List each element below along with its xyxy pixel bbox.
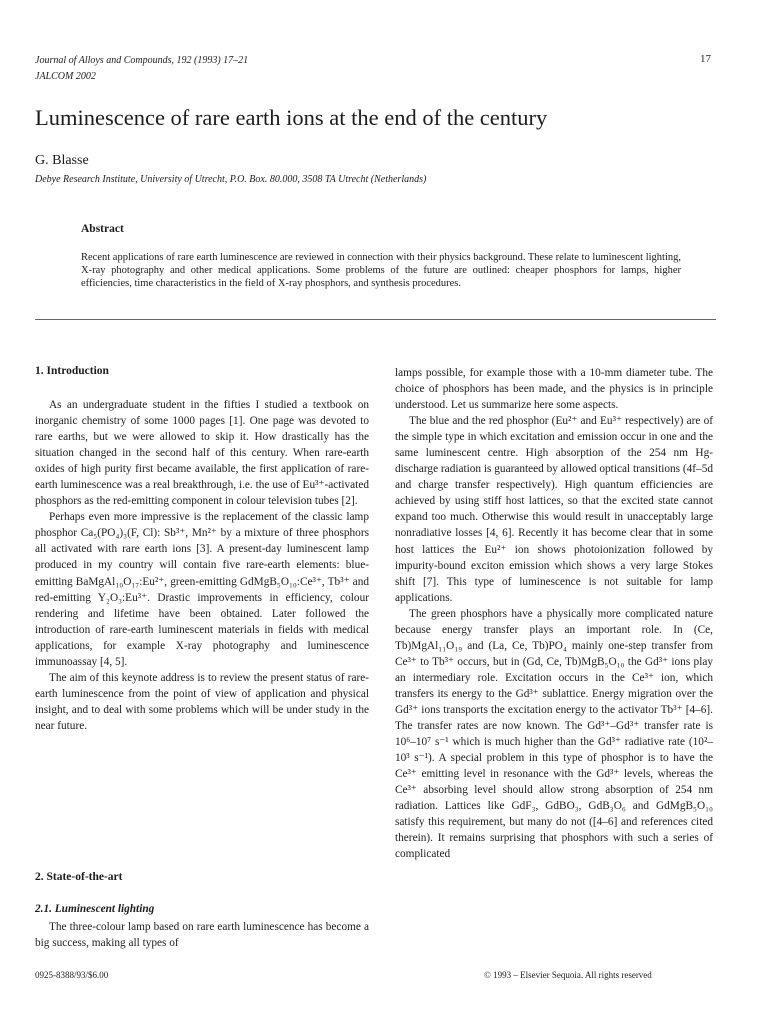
section-heading-introduction: 1. Introduction (35, 365, 109, 377)
paragraph: lamps possible, for example those with a 10-mm diameter tube. The choice of phosphors has been made, and the physics is in principle understood. Let us summarize here some aspects. (395, 367, 713, 412)
journal-line-2: JALCOM 2002 (35, 71, 96, 82)
author-name: G. Blasse (35, 153, 89, 168)
left-column (35, 397, 369, 734)
abstract-heading: Abstract (81, 223, 124, 235)
page-number: 17 (700, 53, 711, 65)
paragraph: The green phosphors have a physically more complicated nature because energy transfer plays an important role. In (Ce, Tb)MgAl₁₁O₁₉ and (La, Ce, Tb)PO₄ mainly one-step transfer from Ce³⁺ to Tb³⁺ occurs, but in (Gd, Ce, Tb)MgB₅O₁₀ the Gd³⁺ ions play an intermediary role. Excitation occurs in the Ce³⁺ ion, which transfers its energy to the Gd³⁺ sublattice. Energy migration over the Gd³⁺ ions transports the excitation energy to the activator Tb³⁺ [4–6]. The transfer rates are now known. The Gd³⁺–Gd³⁺ transfer rate is 10⁶–10⁷ s⁻¹ which is much higher than the Gd³⁺ radiative rate (10²–10³ s⁻¹). A special problem in this type of phosphor is to have the Ce³⁺ emitting level in resonance with the Gd³⁺ levels, whereas the Ce³⁺ absorbing level should allow strong absorption of 254 nm radiation. Lattices like GdF₃, GdBO₃, GdB₃O₆ and GdMgB₅O₁₀ satisfy this requirement, but many do not ([4–6] and references cited therein). It remains surprising that phosphors with such a series of complicated (395, 607, 713, 861)
left-column-continued (35, 919, 369, 951)
paragraph: The three-colour lamp based on rare earth luminescence has become a big success, making all types of (35, 921, 369, 950)
author-affiliation: Debye Research Institute, University of Utrecht, P.O. Box. 80.000, 3508 TA Utrecht (Netherlands) (35, 174, 427, 185)
abstract-divider (35, 319, 716, 320)
subsection-heading-luminescent-lighting: 2.1. Luminescent lighting (35, 903, 155, 915)
paragraph: The aim of this keynote address is to review the present status of rare-earth luminescence from the point of view of application and physical insight, and to deal with some problems which will be under study in the near future. (35, 671, 369, 732)
journal-citation (35, 53, 248, 85)
article-title: Luminescence of rare earth ions at the end of the century (35, 105, 548, 130)
right-column (395, 365, 713, 862)
paragraph: Perhaps even more impressive is the replacement of the classic lamp phosphor Ca₅(PO₄)₃(F, Cl): Sb³⁺, Mn²⁺ by a mixture of three phosphors all activated with rare earth ions [3]. A present-day luminescent lamp produced in my country will contain five rare-earth elements: blue-emitting BaMgAl₁₀O₁₇:Eu²⁺, green-emitting GdMgB₅O₁₀:Ce³⁺, Tb³⁺ and red-emitting Y₂O₃:Eu³⁺. Drastic improvements in efficiency, colour rendering and lifetime have been obtained. Later followed the introduction of rare-earth luminescent materials in fields with medical applications, for example X-ray photography and luminescence immunoassay [4, 5]. (35, 511, 369, 668)
paragraph: As an undergraduate student in the fifties I studied a textbook on inorganic chemistry of some 1000 pages [1]. One page was devoted to rare earths, but we were allowed to skip it. How drastically has the situation changed in the second half of this century. When rare-earth oxides of high purity first became available, the first application of rare-earth luminescence was a real breakthrough, i.e. the use of Eu³⁺-activated phosphors as the red-emitting component in colour television tubes [2]. (35, 399, 369, 508)
footer-copyright: © 1993 – Elsevier Sequoia. All rights reserved (484, 970, 652, 980)
footer-issn-price: 0925-8388/93/$6.00 (35, 970, 109, 980)
journal-line-1: Journal of Alloys and Compounds, 192 (1993) 17–21 (35, 55, 249, 66)
paragraph: The blue and the red phosphor (Eu²⁺ and Eu³⁺ respectively) are of the simple type in which excitation and emission occur in one and the same luminescent centre. High absorption of the 254 nm Hg-discharge radiation is guaranteed by allowed optical transitions (4f–5d and charge transfer respectively). High quantum efficiencies are achieved by using stiff host lattices, so that the excited state cannot expand too much. Otherwise this would result in unacceptably large nonradiative losses [4, 6]. Recently it has become clear that in some host lattices the Eu²⁺ ion shows photoionization followed by impurity-bound exciton emission which shows a very large Stokes shift [7]. This type of luminescence is not suitable for lamp applications. (395, 415, 713, 604)
section-heading-state-of-the-art: 2. State-of-the-art (35, 871, 123, 883)
abstract-text: Recent applications of rare earth luminescence are reviewed in connection with their physics background. These relate to luminescent lighting, X-ray photography and other medical applications. Some problems of the future are outlined: cheaper phosphors for lamps, higher efficiencies, time characteristics in the field of X-ray phosphors, and synthesis procedures. (81, 252, 681, 289)
